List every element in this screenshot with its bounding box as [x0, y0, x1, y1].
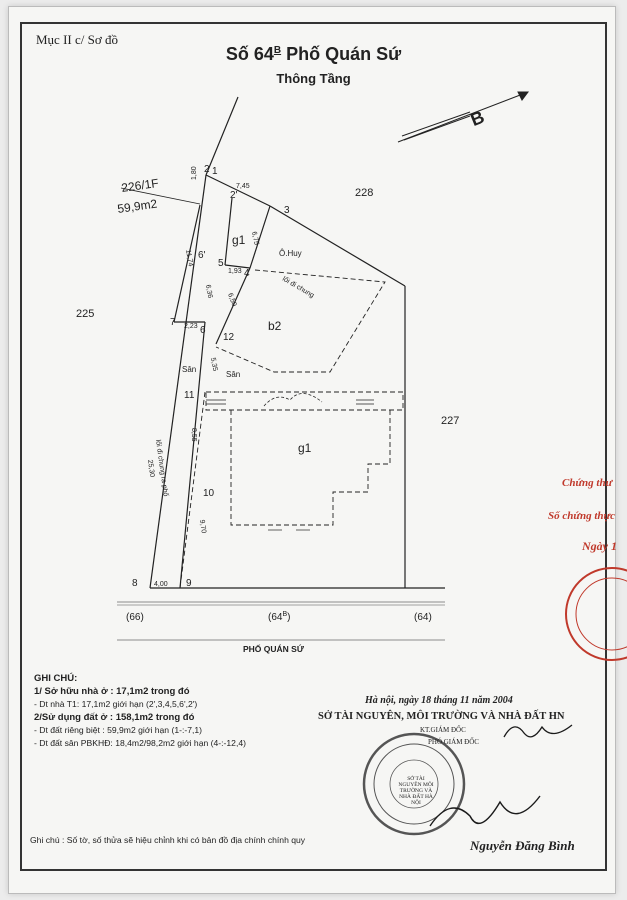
point-label: 1 [212, 166, 218, 177]
svg-text:11,74: 11,74 [184, 249, 194, 268]
area-label: g1 [298, 441, 312, 455]
note-line: - Dt đất riêng biệt : 59,9m2 giới hạn (1-:-7,1) [34, 725, 203, 735]
page-subtitle: Thông Tầng [276, 71, 351, 86]
neighbor-parcel: 228 [355, 187, 374, 199]
point-label: 2' [230, 190, 238, 201]
north-arrow [398, 92, 528, 142]
yard-label: Sân [182, 365, 197, 374]
point-label: 7 [170, 317, 176, 328]
point-label: 8 [132, 578, 138, 589]
parcel-code: 226/1F [120, 175, 160, 195]
lot-boundary [117, 97, 445, 640]
page-title: Số $64^B$ Phố Quán Sứ [225, 44, 402, 64]
svg-text:Số chứng thực: Số chứng thực [548, 510, 615, 522]
svg-text:8,55: 8,55 [190, 428, 197, 442]
area-label: b2 [268, 319, 282, 333]
svg-text:5,35: 5,35 [209, 357, 219, 372]
house-number: (64) [414, 612, 432, 623]
notes-heading: GHI CHÚ: [34, 673, 78, 684]
north-label: B [467, 106, 488, 131]
house-number: $(64^B)$ [268, 611, 291, 623]
note-line: 1/ Sở hữu nhà ở : 17,1m2 trong đó [34, 686, 190, 697]
svg-text:4,00: 4,00 [154, 581, 168, 588]
svg-text:9,70: 9,70 [198, 519, 207, 534]
svg-text:25,30: 25,30 [146, 459, 156, 478]
svg-text:1,93: 1,93 [228, 268, 242, 275]
stair-symbol [264, 393, 322, 406]
neighbor-parcel: 227 [441, 415, 460, 427]
passage-road-label: lối đi chung ra phố [154, 439, 169, 497]
svg-text:6,75: 6,75 [250, 230, 260, 246]
point-label: 5 [218, 258, 224, 269]
role-label: PHÓ GIÁM ĐỐC [428, 738, 479, 746]
point-label: 10 [203, 488, 215, 499]
parcel-area: 59,9m2 [116, 196, 159, 216]
date-line: Hà nội, ngày 18 tháng 11 năm 2004 [365, 695, 513, 706]
area-label: g1 [232, 233, 246, 247]
role-label: KT.GIÁM ĐỐC [420, 726, 466, 734]
note-line: 2/Sử dụng đất ở : 158,1m2 trong đó [34, 712, 195, 723]
neighbor-parcel: 225 [76, 308, 95, 320]
svg-text:2,23: 2,23 [184, 323, 198, 330]
point-label: 12 [223, 332, 235, 343]
owner-label: Ô.Huy [279, 249, 302, 258]
dimension-labels [146, 166, 260, 588]
side-stamp [548, 477, 627, 660]
svg-text:6,36: 6,36 [204, 284, 214, 299]
shared-area-outline [180, 270, 403, 588]
svg-text:Ngày 1: Ngày 1 [582, 539, 617, 553]
stamp-text: SỞ TÀI NGUYÊN MÔI TRƯỜNG VÀ NHÀ ĐẤT HÀ NỘI [398, 776, 434, 806]
note-line: - Dt đất sân PBKHĐ: 18,4m2/98,2m2 giới hạn (4-:-12,4) [34, 738, 246, 748]
section-label: Mục II c/ Sơ đồ [36, 32, 118, 47]
yard-label: Sân [226, 370, 241, 379]
passage-label: lối đi chung [281, 275, 316, 300]
svg-text:1,80: 1,80 [191, 166, 198, 180]
notes-block [34, 672, 246, 750]
house-number: (66) [126, 612, 144, 623]
point-label: 2 [204, 164, 210, 175]
point-labels [132, 164, 290, 589]
point-label: 3 [284, 205, 290, 216]
point-label: 6' [198, 250, 206, 261]
note-line: - Dt nhà T1: 17,1m2 giới hạn (2',3,4,5,6',2') [34, 699, 198, 709]
svg-text:Chứng thư: Chứng thư [562, 477, 613, 489]
signer-name: Nguyễn Đăng Bình [470, 838, 575, 853]
point-label: 6 [200, 325, 206, 336]
point-label: 9 [186, 578, 192, 589]
footnote: Ghi chú : Số tờ, số thửa sẽ hiệu chỉnh khi có bản đồ địa chính chính quy [30, 835, 306, 845]
authority-name: SỞ TÀI NGUYÊN, MÔI TRƯỜNG VÀ NHÀ ĐẤT HN [318, 711, 565, 722]
point-label: 11 [184, 390, 195, 401]
point-label: 4 [244, 268, 250, 279]
svg-text:7,45: 7,45 [236, 183, 250, 190]
street-name: PHỐ QUÁN SỨ [243, 644, 304, 654]
signature-scribble [504, 725, 572, 737]
svg-text:6,50: 6,50 [226, 292, 238, 308]
